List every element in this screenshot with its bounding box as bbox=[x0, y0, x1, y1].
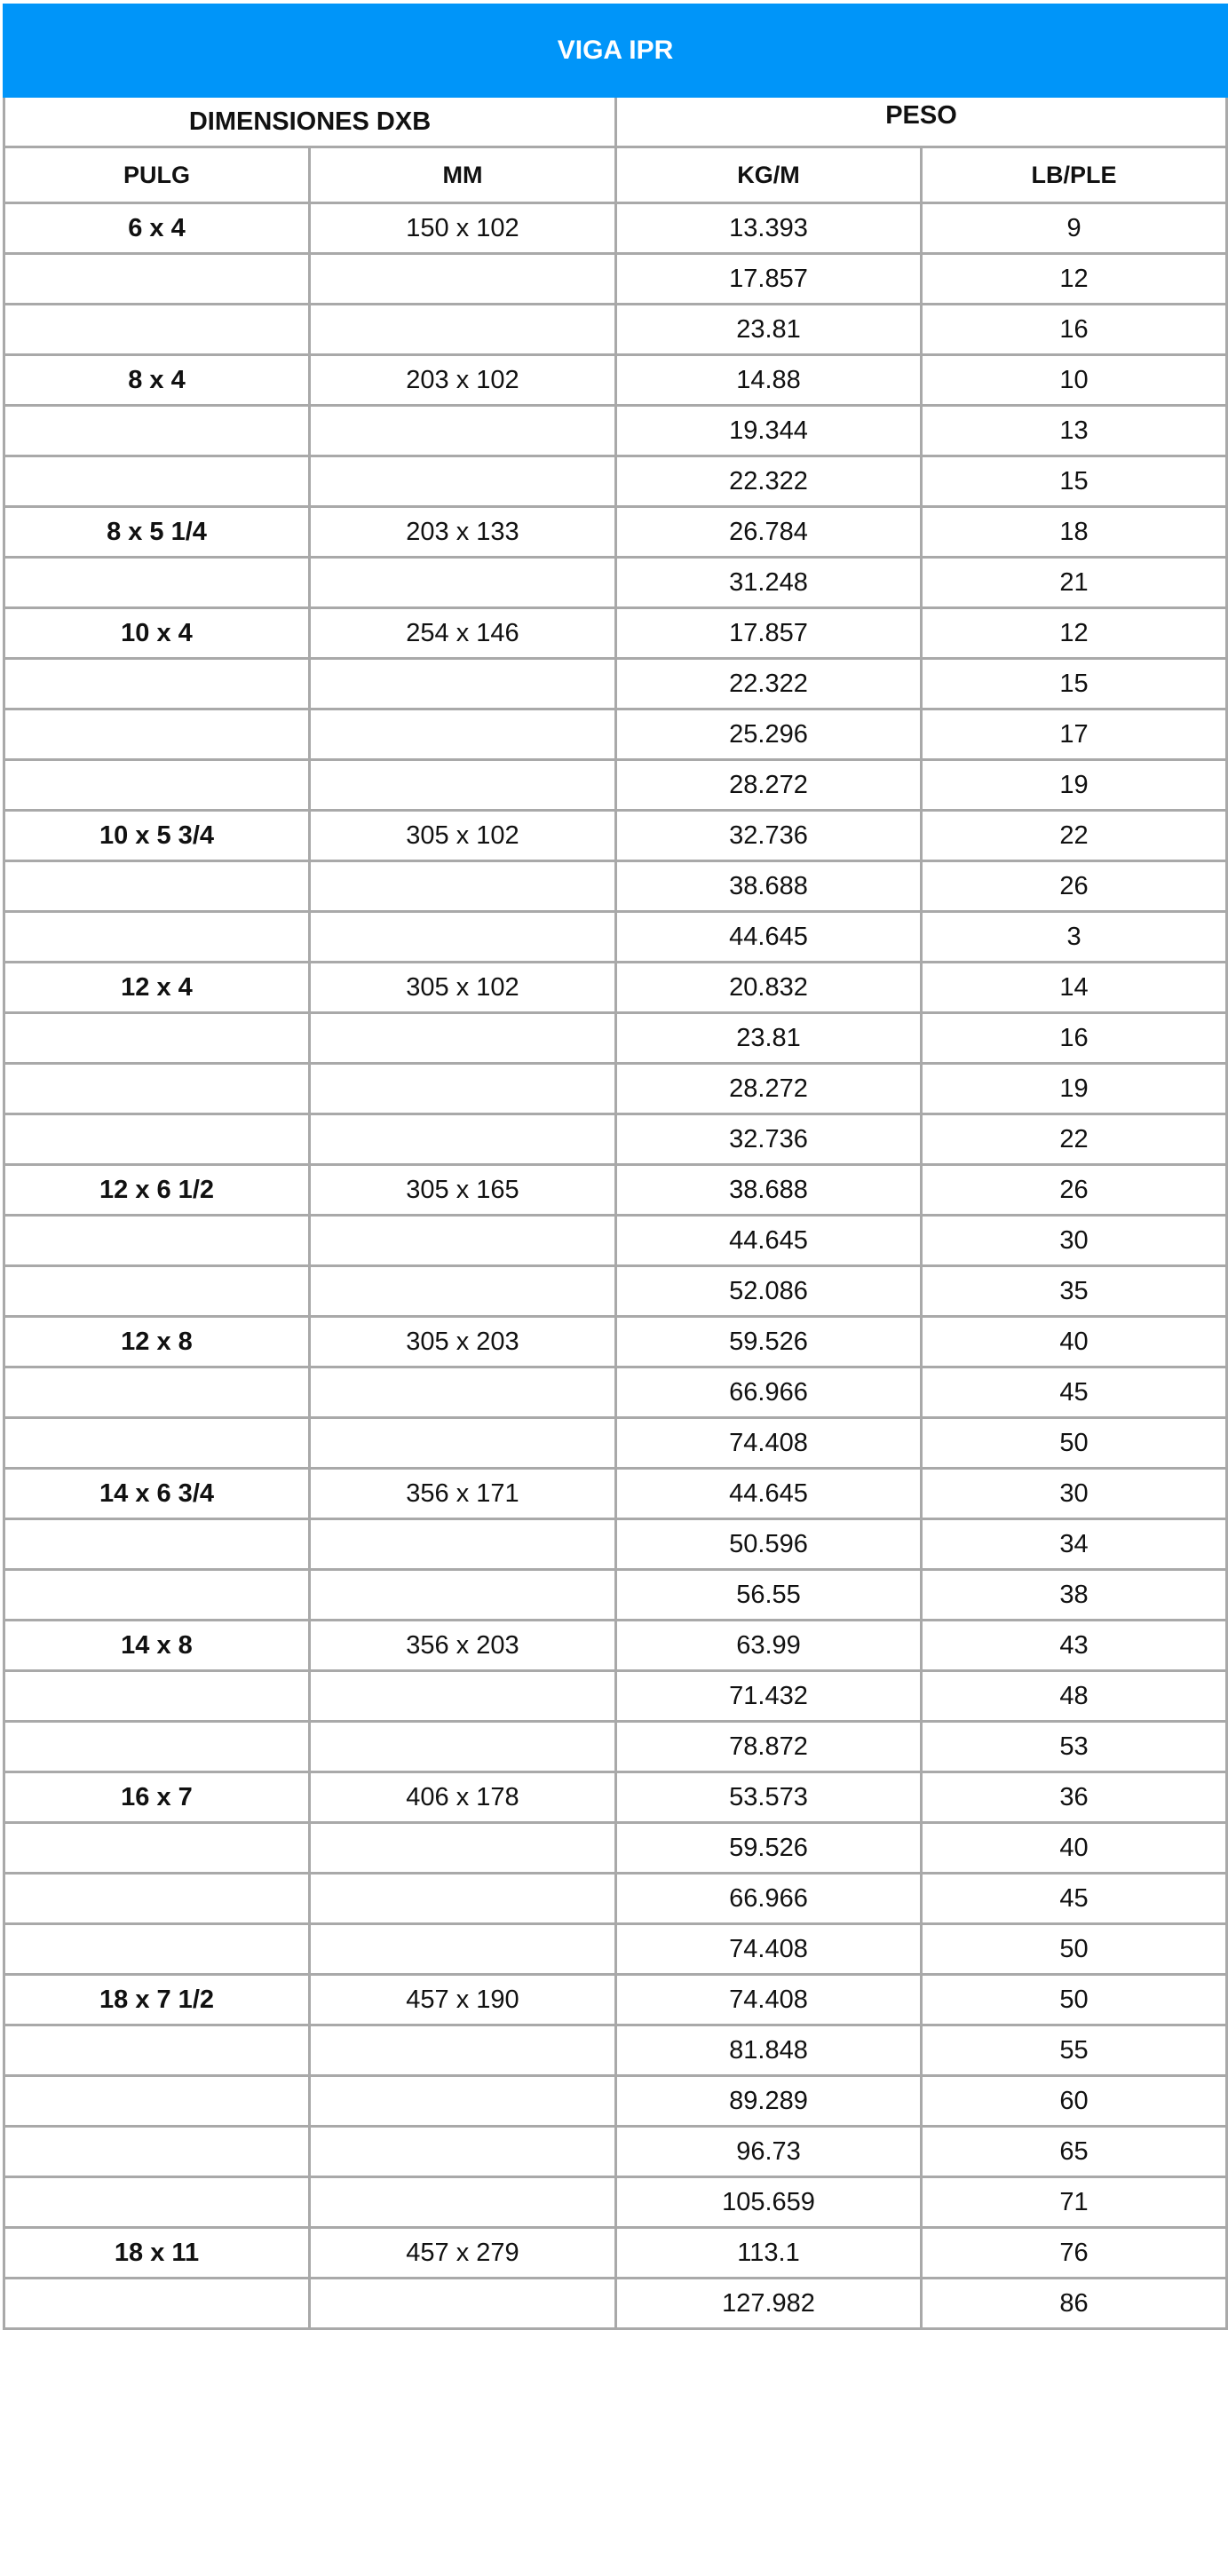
cell-kgm: 66.966 bbox=[616, 1367, 922, 1418]
cell-lbple: 30 bbox=[922, 1469, 1227, 1519]
cell-kgm: 52.086 bbox=[616, 1266, 922, 1317]
cell-lbple: 36 bbox=[922, 1772, 1227, 1823]
cell-mm bbox=[310, 1013, 616, 1064]
cell-pulg bbox=[4, 254, 310, 305]
cell-pulg bbox=[4, 2279, 310, 2329]
cell-lbple: 65 bbox=[922, 2127, 1227, 2177]
cell-mm bbox=[310, 1114, 616, 1165]
cell-kgm: 22.322 bbox=[616, 456, 922, 507]
cell-kgm: 74.408 bbox=[616, 1975, 922, 2025]
cell-lbple: 9 bbox=[922, 203, 1227, 254]
cell-kgm: 28.272 bbox=[616, 1064, 922, 1114]
cell-pulg: 10 x 5 3/4 bbox=[4, 811, 310, 861]
cell-pulg bbox=[4, 1013, 310, 1064]
cell-lbple: 50 bbox=[922, 1975, 1227, 2025]
cell-lbple: 19 bbox=[922, 1064, 1227, 1114]
cell-kgm: 14.88 bbox=[616, 355, 922, 406]
header-pulg: PULG bbox=[4, 147, 310, 203]
cell-pulg bbox=[4, 659, 310, 709]
cell-pulg: 18 x 11 bbox=[4, 2228, 310, 2279]
cell-mm bbox=[310, 1874, 616, 1924]
group-header-row bbox=[4, 97, 1227, 147]
cell-lbple: 22 bbox=[922, 1114, 1227, 1165]
cell-mm bbox=[310, 305, 616, 355]
cell-pulg: 6 x 4 bbox=[4, 203, 310, 254]
cell-kgm: 25.296 bbox=[616, 709, 922, 760]
cell-pulg bbox=[4, 2127, 310, 2177]
cell-lbple: 15 bbox=[922, 659, 1227, 709]
cell-lbple: 48 bbox=[922, 1671, 1227, 1722]
table-row bbox=[4, 254, 1227, 305]
cell-mm: 406 x 178 bbox=[310, 1772, 616, 1823]
cell-pulg bbox=[4, 305, 310, 355]
cell-pulg bbox=[4, 709, 310, 760]
cell-mm: 203 x 133 bbox=[310, 507, 616, 558]
cell-mm bbox=[310, 760, 616, 811]
table-title: VIGA IPR bbox=[4, 5, 1227, 97]
cell-pulg bbox=[4, 1114, 310, 1165]
cell-lbple: 19 bbox=[922, 760, 1227, 811]
header-mm: MM bbox=[310, 147, 616, 203]
header-dimensions-group: DIMENSIONES DXB bbox=[4, 97, 616, 147]
cell-lbple: 76 bbox=[922, 2228, 1227, 2279]
cell-pulg bbox=[4, 1924, 310, 1975]
cell-kgm: 113.1 bbox=[616, 2228, 922, 2279]
cell-kgm: 66.966 bbox=[616, 1874, 922, 1924]
cell-mm bbox=[310, 1823, 616, 1874]
table-body bbox=[4, 203, 1227, 2329]
cell-kgm: 20.832 bbox=[616, 963, 922, 1013]
cell-pulg bbox=[4, 1874, 310, 1924]
table-row bbox=[4, 861, 1227, 912]
cell-mm bbox=[310, 2076, 616, 2127]
cell-pulg bbox=[4, 1671, 310, 1722]
cell-kgm: 32.736 bbox=[616, 1114, 922, 1165]
cell-lbple: 30 bbox=[922, 1216, 1227, 1266]
cell-lbple: 53 bbox=[922, 1722, 1227, 1772]
cell-lbple: 40 bbox=[922, 1317, 1227, 1367]
cell-mm bbox=[310, 2177, 616, 2228]
cell-pulg bbox=[4, 1216, 310, 1266]
table-row bbox=[4, 1064, 1227, 1114]
cell-mm bbox=[310, 406, 616, 456]
cell-lbple: 60 bbox=[922, 2076, 1227, 2127]
cell-mm bbox=[310, 2279, 616, 2329]
cell-kgm: 23.81 bbox=[616, 1013, 922, 1064]
cell-pulg bbox=[4, 1570, 310, 1621]
cell-kgm: 89.289 bbox=[616, 2076, 922, 2127]
cell-mm: 356 x 203 bbox=[310, 1621, 616, 1671]
cell-pulg: 10 x 4 bbox=[4, 608, 310, 659]
viga-ipr-table bbox=[3, 4, 1228, 2330]
cell-kgm: 31.248 bbox=[616, 558, 922, 608]
cell-lbple: 50 bbox=[922, 1924, 1227, 1975]
table-row bbox=[4, 912, 1227, 963]
cell-kgm: 56.55 bbox=[616, 1570, 922, 1621]
cell-mm bbox=[310, 254, 616, 305]
cell-mm bbox=[310, 1671, 616, 1722]
cell-lbple: 86 bbox=[922, 2279, 1227, 2329]
table-row bbox=[4, 811, 1227, 861]
cell-mm bbox=[310, 861, 616, 912]
table-row bbox=[4, 1671, 1227, 1722]
cell-pulg bbox=[4, 2076, 310, 2127]
cell-kgm: 17.857 bbox=[616, 254, 922, 305]
cell-lbple: 12 bbox=[922, 254, 1227, 305]
cell-lbple: 12 bbox=[922, 608, 1227, 659]
table-row bbox=[4, 1266, 1227, 1317]
cell-lbple: 17 bbox=[922, 709, 1227, 760]
cell-kgm: 26.784 bbox=[616, 507, 922, 558]
cell-mm bbox=[310, 1924, 616, 1975]
cell-pulg bbox=[4, 1266, 310, 1317]
cell-pulg bbox=[4, 1064, 310, 1114]
cell-mm bbox=[310, 1266, 616, 1317]
cell-kgm: 13.393 bbox=[616, 203, 922, 254]
cell-pulg bbox=[4, 1418, 310, 1469]
cell-kgm: 44.645 bbox=[616, 1216, 922, 1266]
cell-kgm: 71.432 bbox=[616, 1671, 922, 1722]
table-row bbox=[4, 305, 1227, 355]
table-row bbox=[4, 203, 1227, 254]
cell-mm bbox=[310, 1722, 616, 1772]
cell-pulg bbox=[4, 1823, 310, 1874]
title-row bbox=[4, 5, 1227, 97]
table-row bbox=[4, 760, 1227, 811]
table-row bbox=[4, 1114, 1227, 1165]
cell-lbple: 71 bbox=[922, 2177, 1227, 2228]
cell-lbple: 34 bbox=[922, 1519, 1227, 1570]
table-row bbox=[4, 2177, 1227, 2228]
cell-kgm: 19.344 bbox=[616, 406, 922, 456]
cell-lbple: 21 bbox=[922, 558, 1227, 608]
column-header-row bbox=[4, 147, 1227, 203]
cell-kgm: 50.596 bbox=[616, 1519, 922, 1570]
cell-mm bbox=[310, 659, 616, 709]
cell-mm: 305 x 165 bbox=[310, 1165, 616, 1216]
cell-pulg bbox=[4, 861, 310, 912]
cell-lbple: 40 bbox=[922, 1823, 1227, 1874]
table-row bbox=[4, 2228, 1227, 2279]
cell-mm: 356 x 171 bbox=[310, 1469, 616, 1519]
cell-kgm: 96.73 bbox=[616, 2127, 922, 2177]
cell-pulg bbox=[4, 456, 310, 507]
table-row bbox=[4, 2076, 1227, 2127]
table-row bbox=[4, 963, 1227, 1013]
cell-mm bbox=[310, 1064, 616, 1114]
cell-mm bbox=[310, 1216, 616, 1266]
cell-mm bbox=[310, 1570, 616, 1621]
table-row bbox=[4, 1975, 1227, 2025]
cell-kgm: 38.688 bbox=[616, 1165, 922, 1216]
table-row bbox=[4, 1367, 1227, 1418]
cell-pulg bbox=[4, 406, 310, 456]
cell-lbple: 18 bbox=[922, 507, 1227, 558]
cell-mm bbox=[310, 709, 616, 760]
cell-kgm: 22.322 bbox=[616, 659, 922, 709]
table-row bbox=[4, 709, 1227, 760]
cell-kgm: 74.408 bbox=[616, 1924, 922, 1975]
cell-lbple: 35 bbox=[922, 1266, 1227, 1317]
cell-lbple: 15 bbox=[922, 456, 1227, 507]
cell-pulg: 14 x 8 bbox=[4, 1621, 310, 1671]
cell-lbple: 26 bbox=[922, 861, 1227, 912]
cell-lbple: 38 bbox=[922, 1570, 1227, 1621]
header-lbple: LB/PLE bbox=[922, 147, 1227, 203]
table-row bbox=[4, 456, 1227, 507]
cell-kgm: 38.688 bbox=[616, 861, 922, 912]
cell-kgm: 32.736 bbox=[616, 811, 922, 861]
cell-pulg bbox=[4, 2025, 310, 2076]
table-row bbox=[4, 2127, 1227, 2177]
cell-pulg: 8 x 5 1/4 bbox=[4, 507, 310, 558]
cell-kgm: 74.408 bbox=[616, 1418, 922, 1469]
cell-pulg: 12 x 4 bbox=[4, 963, 310, 1013]
cell-mm: 305 x 102 bbox=[310, 963, 616, 1013]
table-row bbox=[4, 1570, 1227, 1621]
header-kgm: KG/M bbox=[616, 147, 922, 203]
table-row bbox=[4, 406, 1227, 456]
cell-lbple: 16 bbox=[922, 305, 1227, 355]
cell-kgm: 53.573 bbox=[616, 1772, 922, 1823]
cell-pulg bbox=[4, 558, 310, 608]
cell-lbple: 55 bbox=[922, 2025, 1227, 2076]
cell-mm: 305 x 203 bbox=[310, 1317, 616, 1367]
cell-mm: 203 x 102 bbox=[310, 355, 616, 406]
cell-mm bbox=[310, 912, 616, 963]
cell-kgm: 105.659 bbox=[616, 2177, 922, 2228]
table-row bbox=[4, 1013, 1227, 1064]
cell-lbple: 14 bbox=[922, 963, 1227, 1013]
cell-lbple: 43 bbox=[922, 1621, 1227, 1671]
table-row bbox=[4, 1216, 1227, 1266]
table-row bbox=[4, 1823, 1227, 1874]
cell-lbple: 26 bbox=[922, 1165, 1227, 1216]
table-row bbox=[4, 608, 1227, 659]
table-row bbox=[4, 1317, 1227, 1367]
cell-kgm: 23.81 bbox=[616, 305, 922, 355]
cell-kgm: 59.526 bbox=[616, 1823, 922, 1874]
cell-lbple: 45 bbox=[922, 1874, 1227, 1924]
cell-pulg bbox=[4, 912, 310, 963]
table-row bbox=[4, 1924, 1227, 1975]
cell-mm bbox=[310, 558, 616, 608]
cell-lbple: 10 bbox=[922, 355, 1227, 406]
cell-mm bbox=[310, 2127, 616, 2177]
cell-pulg bbox=[4, 1519, 310, 1570]
table-row bbox=[4, 1469, 1227, 1519]
cell-kgm: 17.857 bbox=[616, 608, 922, 659]
cell-pulg: 12 x 6 1/2 bbox=[4, 1165, 310, 1216]
cell-mm: 150 x 102 bbox=[310, 203, 616, 254]
table-row bbox=[4, 558, 1227, 608]
cell-pulg: 16 x 7 bbox=[4, 1772, 310, 1823]
cell-kgm: 44.645 bbox=[616, 1469, 922, 1519]
cell-pulg: 8 x 4 bbox=[4, 355, 310, 406]
cell-kgm: 63.99 bbox=[616, 1621, 922, 1671]
cell-mm bbox=[310, 456, 616, 507]
cell-kgm: 44.645 bbox=[616, 912, 922, 963]
table-row bbox=[4, 1722, 1227, 1772]
cell-mm: 305 x 102 bbox=[310, 811, 616, 861]
table-row bbox=[4, 659, 1227, 709]
cell-pulg: 14 x 6 3/4 bbox=[4, 1469, 310, 1519]
cell-kgm: 127.982 bbox=[616, 2279, 922, 2329]
cell-lbple: 22 bbox=[922, 811, 1227, 861]
cell-mm: 254 x 146 bbox=[310, 608, 616, 659]
cell-pulg bbox=[4, 2177, 310, 2228]
cell-pulg: 12 x 8 bbox=[4, 1317, 310, 1367]
cell-mm bbox=[310, 2025, 616, 2076]
table-row bbox=[4, 355, 1227, 406]
cell-pulg bbox=[4, 1722, 310, 1772]
table-row bbox=[4, 507, 1227, 558]
cell-kgm: 78.872 bbox=[616, 1722, 922, 1772]
table-row bbox=[4, 1519, 1227, 1570]
cell-mm bbox=[310, 1418, 616, 1469]
cell-pulg: 18 x 7 1/2 bbox=[4, 1975, 310, 2025]
header-peso-group: PESO bbox=[616, 97, 1227, 147]
cell-lbple: 3 bbox=[922, 912, 1227, 963]
cell-pulg bbox=[4, 760, 310, 811]
cell-mm: 457 x 190 bbox=[310, 1975, 616, 2025]
table-row bbox=[4, 1418, 1227, 1469]
cell-pulg bbox=[4, 1367, 310, 1418]
table-row bbox=[4, 2025, 1227, 2076]
cell-lbple: 45 bbox=[922, 1367, 1227, 1418]
cell-lbple: 16 bbox=[922, 1013, 1227, 1064]
table-row bbox=[4, 1874, 1227, 1924]
cell-kgm: 59.526 bbox=[616, 1317, 922, 1367]
cell-lbple: 50 bbox=[922, 1418, 1227, 1469]
cell-mm bbox=[310, 1519, 616, 1570]
cell-mm bbox=[310, 1367, 616, 1418]
table-row bbox=[4, 2279, 1227, 2329]
table-row bbox=[4, 1621, 1227, 1671]
table-row bbox=[4, 1772, 1227, 1823]
cell-kgm: 81.848 bbox=[616, 2025, 922, 2076]
cell-mm: 457 x 279 bbox=[310, 2228, 616, 2279]
table-row bbox=[4, 1165, 1227, 1216]
cell-lbple: 13 bbox=[922, 406, 1227, 456]
cell-kgm: 28.272 bbox=[616, 760, 922, 811]
